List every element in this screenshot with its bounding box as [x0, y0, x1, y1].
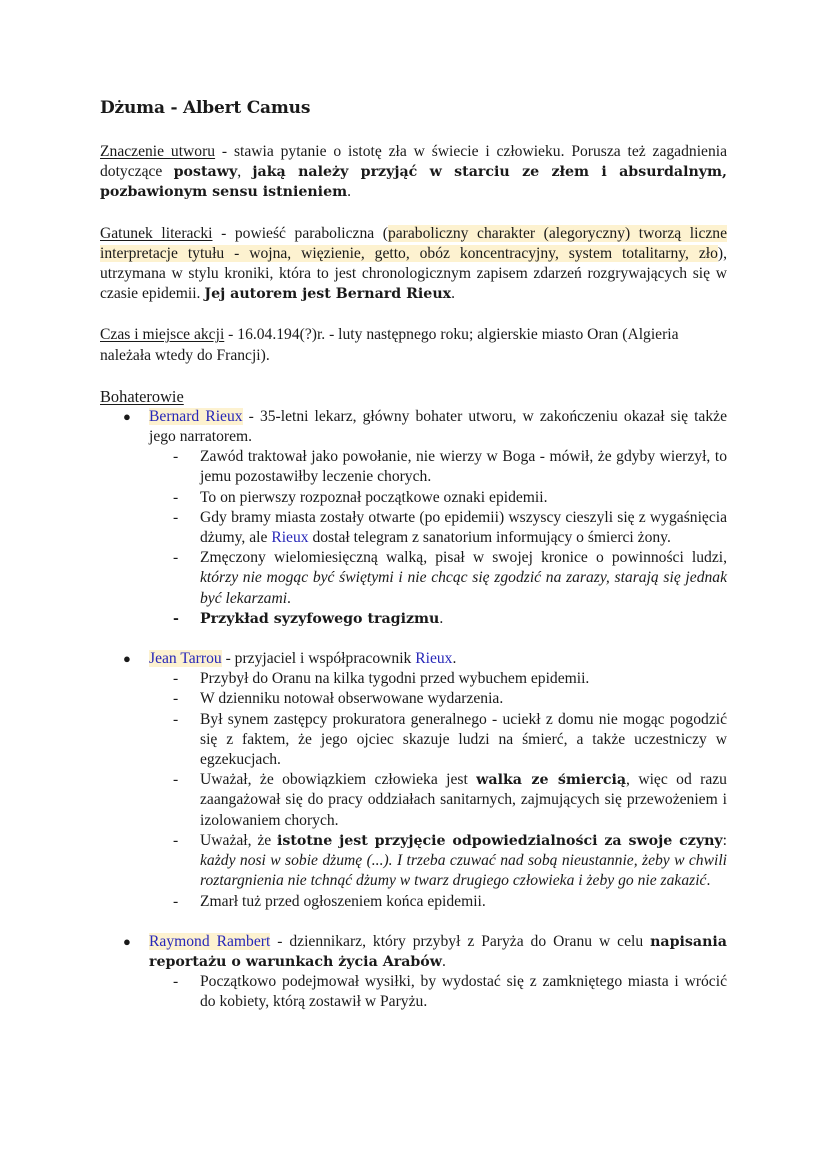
- dash-icon: -: [173, 610, 179, 627]
- character-point: [149, 972, 727, 1012]
- character-point: [149, 669, 727, 689]
- significance-bold-2: jaką należy przyjąć w starciu ze złem i absurdalnym, pozbawionym sensu istnieniem: [100, 164, 727, 201]
- point-text: Przybył do Oranu na kilka tygodni przed wybuchem epidemii.: [200, 670, 590, 688]
- point-text: Zmarł tuż przed ogłoszeniem końca epidemii.: [200, 892, 486, 910]
- point-text: Zmęczony wielomiesięczną walką, pisał w swojej kronice o powinności ludzi,: [200, 549, 727, 567]
- dash-icon: -: [173, 549, 179, 567]
- character-item: [100, 932, 727, 1013]
- character-description: - przyjaciel i współpracownik: [221, 650, 416, 668]
- point-bold: Przykład syzyfowego tragizmu: [200, 610, 440, 627]
- character-description: - 35-letni lekarz, główny bohater utworu, w zakończeniu okazał się także jego narratorem.: [149, 407, 727, 446]
- significance-text-3: .: [347, 183, 352, 201]
- bullet-icon: ●: [123, 933, 131, 949]
- point-text: Początkowo podejmował wysiłki, by wydostać się z zamkniętego miasta i wrócić do kobiety, którą zostawił w Paryżu.: [200, 973, 727, 1011]
- point-text-end: .: [287, 589, 291, 607]
- significance-text-2: ,: [237, 163, 253, 181]
- document-page: [100, 98, 727, 1033]
- point-bold: walka ze śmiercią: [476, 772, 627, 789]
- genre-highlight: paraboliczny charakter (alegoryczny) tworzą liczne interpretacje tytułu - wojna, więzienie, getto, obóz koncentracyjny, system totalitarny, zło: [100, 224, 728, 262]
- character-points: [149, 447, 727, 629]
- dash-icon: -: [173, 973, 179, 991]
- point-bold: istotne jest przyjęcie odpowiedzialności za swoje czyny: [276, 832, 723, 849]
- character-description-end: .: [441, 952, 446, 970]
- characters-list: [100, 407, 727, 1013]
- dash-icon: -: [173, 488, 179, 506]
- bullet-icon: ●: [123, 408, 131, 424]
- character-point: [149, 609, 727, 629]
- character-description-name: Rieux: [415, 650, 453, 668]
- point-text: Gdy bramy miasta zostały otwarte (po epidemii) wszyscy cieszyli się z wygaśnięcia dżumy, ale: [200, 508, 727, 547]
- point-quote: każdy nosi w sobie dżumę (...). I trzeba czuwać nad sobą nieustannie, żeby w chwili roztargnienia nie tchnąć dżumy w twarz drugiego człowieka i żeby go nie zakazić: [200, 852, 727, 890]
- point-text-end: .: [439, 609, 444, 627]
- point-quote: którzy nie mogąc być świętymi i nie chcąc się zgodzić na zarazy, starają się jednak być lekarzami: [200, 569, 727, 607]
- character-point: [149, 689, 727, 709]
- genre-bold: Jej autorem jest Bernard Rieux: [204, 286, 452, 303]
- time-place-text: - 16.04.194(?)r. - luty następnego roku; algierskie miasto Oran (Algieria należała wtedy do Francji).: [100, 326, 679, 364]
- point-text: To on pierwszy rozpoznał początkowe oznaki epidemii.: [200, 488, 548, 506]
- character-point: [149, 447, 727, 487]
- character-points: [149, 669, 727, 911]
- character-description-bold: napisania reportażu o warunkach życia Arabów: [149, 933, 728, 970]
- character-name: Raymond Rambert: [149, 932, 271, 950]
- document-title: Dżuma - Albert Camus: [100, 98, 311, 118]
- bullet-icon: ●: [123, 651, 131, 667]
- character-point: [149, 488, 727, 508]
- character-item: [100, 649, 727, 912]
- genre-paragraph: [100, 224, 727, 305]
- significance-bold-1: postawy: [173, 164, 238, 181]
- time-place-label: Czas i miejsce akcji: [100, 326, 225, 344]
- dash-icon: -: [173, 508, 179, 526]
- character-description: - dziennikarz, który przybył z Paryża do Oranu w celu: [270, 932, 651, 950]
- point-text: W dzienniku notował obserwowane wydarzenia.: [200, 690, 504, 708]
- character-description-end: .: [452, 650, 457, 668]
- dash-icon: -: [173, 892, 179, 910]
- point-text-2: :: [722, 831, 727, 849]
- dash-icon: -: [173, 771, 179, 789]
- dash-icon: -: [173, 448, 179, 466]
- character-point: [149, 710, 727, 771]
- character-point: [149, 508, 727, 548]
- genre-text: - powieść paraboliczna (: [212, 224, 388, 242]
- dash-icon: -: [173, 831, 179, 849]
- genre-label: Gatunek literacki: [100, 224, 213, 242]
- significance-label: Znaczenie utworu: [100, 143, 216, 160]
- point-text: Zawód traktował jako powołanie, nie wierzy w Boga - mówił, że gdyby wierzył, to jemu pozostawiłby leczenie chorych.: [200, 448, 727, 486]
- characters-heading: Bohaterowie: [100, 386, 184, 406]
- dash-icon: -: [173, 670, 179, 688]
- character-name: Jean Tarrou: [149, 650, 222, 668]
- time-place-paragraph: [100, 325, 727, 365]
- dash-icon: -: [173, 710, 179, 728]
- character-name: Bernard Rieux: [149, 407, 243, 425]
- character-item: [100, 407, 727, 629]
- genre-text-2: ), utrzymana w stylu kroniki, która to jest chronologicznym zapisem zdarzeń rozgrywających się w czasie epidemii.: [100, 244, 727, 303]
- point-text-2: dostał telegram z sanatorium informujący o śmierci żony.: [308, 529, 671, 547]
- point-text: Był synem zastępcy prokuratora generalnego - uciekł z domu nie mogąc pogodzić się z faktem, że jego ojciec skazuje ludzi na śmierć, a także uczestniczy w egzekucjach.: [200, 710, 727, 769]
- character-points: [149, 972, 727, 1012]
- point-text: Uważał, że obowiązkiem człowieka jest: [200, 771, 477, 789]
- character-point: [149, 831, 727, 892]
- character-point: [149, 892, 727, 912]
- genre-text-3: .: [451, 285, 456, 303]
- point-text-end: .: [706, 872, 711, 890]
- point-text: Uważał, że: [200, 831, 277, 849]
- dash-icon: -: [173, 690, 179, 708]
- point-text-2: , więc od razu zaangażował się do pracy oddziałach sanitarnych, zajmujących się przewożeniem i izolowaniem chorych.: [200, 771, 727, 829]
- character-point: [149, 770, 727, 831]
- character-point: [149, 548, 727, 609]
- significance-text: - stawia pytanie o istotę zła w świecie i człowieku. Porusza też zagadnienia dotyczące: [100, 143, 727, 181]
- significance-paragraph: [100, 142, 727, 203]
- point-name: Rieux: [271, 529, 309, 547]
